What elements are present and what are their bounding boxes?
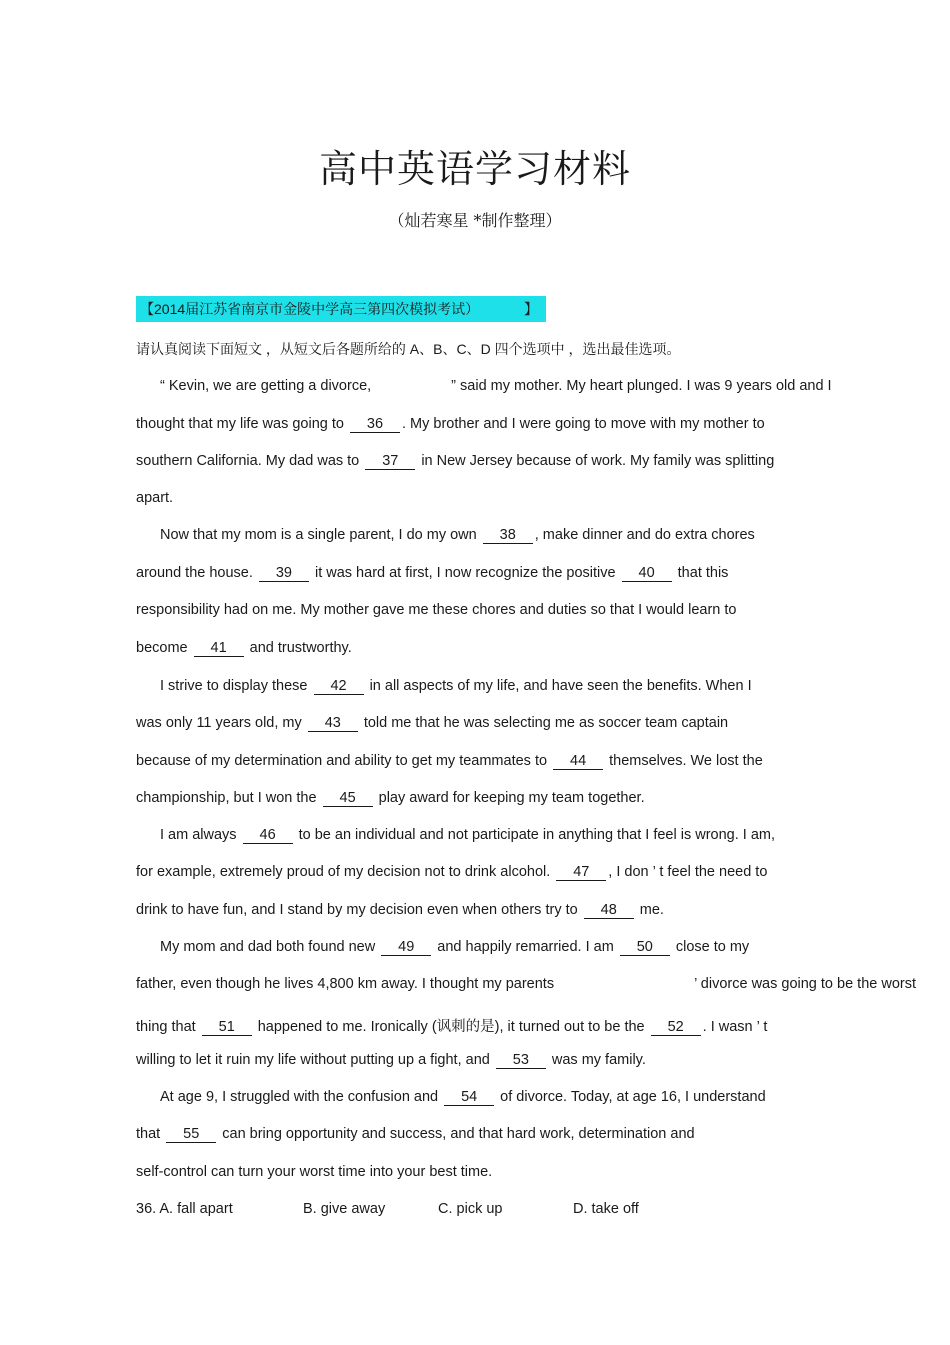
- apostrophe: ’: [756, 1019, 760, 1035]
- blank-41: 41: [194, 640, 244, 657]
- text: to be an individual and not participate in anything that I feel is wrong. I am,: [298, 827, 776, 843]
- passage-line: [136, 1126, 695, 1143]
- text: that this: [677, 565, 729, 581]
- passage-line: [136, 753, 763, 770]
- passage-line: [136, 1164, 492, 1180]
- passage-line: [136, 715, 728, 732]
- passage-line: [136, 790, 645, 807]
- chinese-gloss: 讽刺的是: [436, 1019, 495, 1035]
- text: in all aspects of my life, and have seen the benefits. When I: [369, 678, 752, 694]
- passage-line: [136, 902, 664, 919]
- passage-line: [160, 378, 832, 394]
- passage-line: [136, 453, 774, 470]
- passage-line: [136, 864, 767, 881]
- option-36-a: 36. A. fall apart: [136, 1201, 233, 1217]
- text: self-control can turn your worst time into your best time.: [136, 1164, 493, 1180]
- text: , I don: [608, 864, 649, 880]
- text: me.: [639, 902, 664, 918]
- source-close-bracket: 】: [524, 301, 538, 317]
- passage-line: [136, 602, 736, 618]
- text: . My brother and I were going to move with my mother to: [402, 416, 765, 432]
- blank-53: 53: [496, 1052, 546, 1069]
- apostrophe: ’: [652, 864, 656, 880]
- text: , make dinner and do extra chores: [534, 527, 755, 543]
- text: play award for keeping my team together.: [378, 790, 645, 806]
- text: that: [136, 1126, 161, 1142]
- text: championship, but I won the: [136, 790, 317, 806]
- blank-38: 38: [483, 527, 533, 544]
- text: in New Jersey because of work. My family was splitting: [421, 453, 775, 469]
- option-36-b: B. give away: [303, 1201, 386, 1217]
- text: can bring opportunity and success, and that hard work, determination and: [222, 1126, 695, 1142]
- text: southern California. My dad was to: [136, 453, 360, 469]
- blank-46: 46: [243, 827, 293, 844]
- text: told me that he was selecting me as soccer team captain: [363, 715, 729, 731]
- instruction: 请认真阅读下面短文 ，从短文后各题所给的 A、B、C、D 四个选项中 ，选出最佳选项。: [136, 341, 681, 357]
- text: close to my: [675, 939, 750, 955]
- text: . I wasn: [702, 1019, 753, 1035]
- passage-line: [136, 416, 765, 433]
- text: of divorce. Today, at age 16, I understand: [500, 1089, 766, 1105]
- text: around the house.: [136, 565, 253, 581]
- passage-line: [160, 1089, 766, 1106]
- text: father, even though he lives 4,800 km away. I thought my parents: [136, 976, 555, 992]
- text: ), it turned out to be the: [494, 1019, 645, 1035]
- text: was my family.: [551, 1052, 646, 1068]
- text: At age 9, I struggled with the confusion and: [160, 1089, 439, 1105]
- source-banner: [136, 296, 546, 322]
- text: thought that my life was going to: [136, 416, 344, 432]
- text: t feel the need to: [659, 864, 768, 880]
- text: thing that: [136, 1019, 196, 1035]
- text: Now that my mom is a single parent, I do my own: [160, 527, 477, 543]
- passage-line: [136, 976, 916, 992]
- text: because of my determination and ability to get my teammates to: [136, 753, 548, 769]
- text: and trustworthy.: [249, 640, 352, 656]
- blank-48: 48: [584, 902, 634, 919]
- text: willing to let it ruin my life without putting up a fight, and: [136, 1052, 490, 1068]
- text: it was hard at first, I now recognize the positive: [314, 565, 616, 581]
- passage-line: [160, 527, 755, 544]
- text: happened to me. Ironically (: [257, 1019, 437, 1035]
- blank-40: 40: [622, 565, 672, 582]
- text: and happily remarried. I am: [437, 939, 614, 955]
- text: t: [763, 1019, 768, 1035]
- blank-50: 50: [620, 939, 670, 956]
- text: responsibility had on me. My mother gave me these chores and duties so that I would learn to: [136, 602, 737, 618]
- blank-45: 45: [323, 790, 373, 807]
- text: was only 11 years old, my: [136, 715, 302, 731]
- page-title: 高中英语学习材料: [318, 147, 631, 191]
- blank-36: 36: [350, 416, 400, 433]
- apostrophe: ’: [694, 976, 697, 992]
- text: divorce was going to be the worst: [700, 976, 916, 992]
- passage-line: [160, 827, 775, 844]
- page-subtitle: （灿若寒星 *制作整理）: [388, 211, 562, 230]
- blank-42: 42: [314, 678, 364, 695]
- text: I strive to display these: [160, 678, 308, 694]
- text: apart.: [136, 490, 174, 506]
- blank-47: 47: [556, 864, 606, 881]
- text: I am always: [160, 827, 237, 843]
- blank-49: 49: [381, 939, 431, 956]
- option-36-d: D. take off: [573, 1201, 639, 1217]
- passage-line: [136, 1015, 767, 1036]
- text: drink to have fun, and I stand by my decision even when others try to: [136, 902, 578, 918]
- passage-line: [160, 678, 752, 695]
- text: My mom and dad both found new: [160, 939, 376, 955]
- blank-55: 55: [166, 1126, 216, 1143]
- passage-line: [160, 939, 749, 956]
- blank-43: 43: [308, 715, 358, 732]
- passage-line: [136, 1052, 646, 1069]
- blank-52: 52: [651, 1019, 701, 1036]
- text: become: [136, 640, 188, 656]
- text: “ Kevin, we are getting a divorce,: [160, 378, 372, 394]
- source-text: 【2014届江苏省南京市金陵中学高三第四次模拟考试）: [140, 301, 480, 317]
- blank-39: 39: [259, 565, 309, 582]
- blank-51: 51: [202, 1019, 252, 1036]
- text: for example, extremely proud of my decision not to drink alcohol.: [136, 864, 551, 880]
- blank-37: 37: [365, 453, 415, 470]
- option-36-c: C. pick up: [438, 1201, 503, 1217]
- text: ” said my mother. My heart plunged. I was 9 years old and I: [451, 378, 832, 394]
- passage-line: [136, 640, 352, 657]
- blank-44: 44: [553, 753, 603, 770]
- text: themselves. We lost the: [609, 753, 763, 769]
- passage-line: [136, 565, 728, 582]
- passage-line: [136, 490, 173, 506]
- blank-54: 54: [444, 1089, 494, 1106]
